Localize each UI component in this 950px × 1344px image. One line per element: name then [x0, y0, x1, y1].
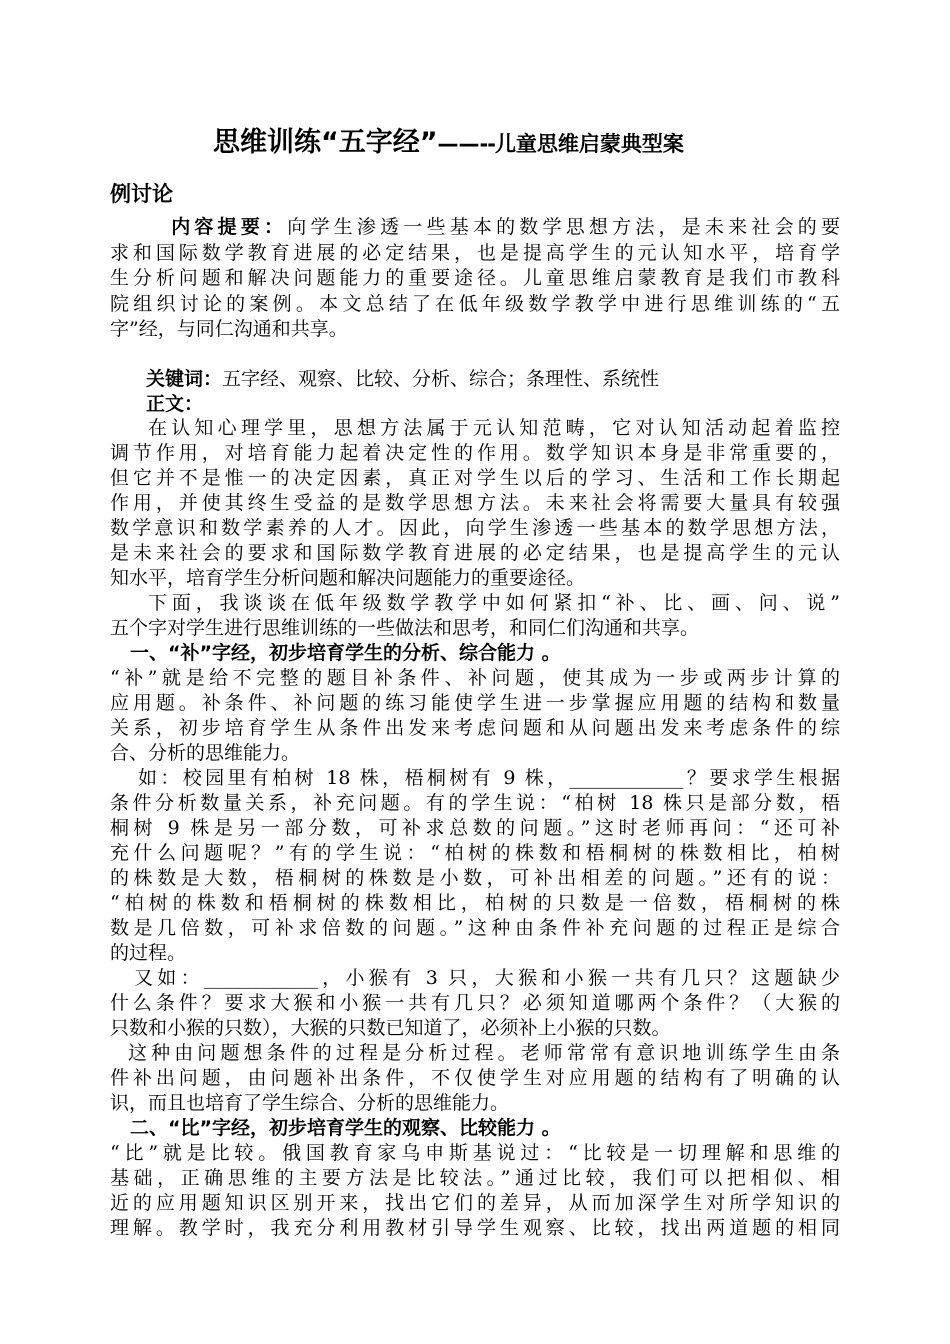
section1-line-3: 关系，初步培育学生从条件出发来考虑问题和从问题出发来考虑条件的综: [110, 717, 840, 739]
section1-line-10: “柏树的株数和梧桐树的株数相比，柏树的只数是一倍数，梧桐树的株: [110, 892, 840, 914]
section1-heading: 一、“补”字经，初步培育学生的分析、综合能力 。: [130, 642, 561, 664]
title-main: 思维训练“五字经”: [213, 127, 438, 158]
intro-line-4: 作用，并使其终生受益的是数学思想方法。未来社会将需要大量具有较强: [110, 492, 840, 514]
section2-line-2: 基础，正确思维的主要方法是比较法。”通过比较，我们可以把相似、相: [110, 1167, 840, 1189]
keywords-label: 关键词：: [146, 368, 223, 390]
document-title: 思维训练“五字经”——--儿童思维启蒙典型案: [213, 127, 684, 158]
keywords-text: 五字经、观察、比较、分析、综合；条理性、系统性: [222, 368, 660, 390]
section1-line-16: 这种由问题想条件的过程是分析过程。老师常常有意识地训练学生由条: [128, 1042, 840, 1064]
section1-line-6: 条件分析数量关系，补充问题。有的学生说：“柏树 18 株只是部分数，梧: [110, 792, 840, 814]
section2-heading: 二、“比”字经，初步培育学生的观察、比较能力 。: [130, 1117, 561, 1139]
intro-line-9: 五个字对学生进行思维训练的一些做法和思考，和同仁们沟通和共享。: [110, 617, 700, 639]
section1-line-7: 桐树 9 株是另一部分数，可补求总数的问题。”这时老师再问：“还可补: [110, 817, 840, 839]
keywords-line: [146, 367, 846, 392]
intro-line-3: 但它并不是惟一的决定因素，真正对学生以后的学习、生活和工作长期起: [110, 467, 840, 489]
title-dash: ——: [437, 132, 480, 156]
abstract-line-4: 院组织讨论的案例。本文总结了在低年级数学教学中进行思维训练的“五: [110, 293, 840, 315]
section2-line-4: 理解。教学时，我充分利用教材引导学生观察、比较，找出两道题的相同: [110, 1217, 840, 1239]
intro-line-8: 下面，我谈谈在低年级数学教学中如何紧扣“补、比、画、问、说”: [148, 592, 840, 614]
abstract-line-3: 生分析问题和解决问题能力的重要途径。儿童思维启蒙教育是我们市教科: [110, 267, 840, 289]
section2-line-1: “比”就是比较。俄国教育家乌申斯基说过：“比较是一切理解和思维的: [110, 1142, 840, 1164]
intro-line-5: 数学意识和数学素养的人才。因此，向学生渗透一些基本的数学思想方法，: [110, 517, 840, 539]
section1-line-12: 的过程。: [110, 942, 187, 964]
intro-line-7: 知水平，培育学生分析问题和解决问题能力的重要途径。: [110, 567, 586, 589]
section1-line-15: 只数和小猴的只数），大猴的只数已知道了，必须补上小猴的只数。: [110, 1017, 671, 1039]
section1-line-1: “补”就是给不完整的题目补条件、补问题，使其成为一步或两步计算的: [110, 667, 840, 689]
section2-line-3: 近的应用题知识区别开来，找出它们的差异，从而加深学生对所学知识的: [110, 1192, 840, 1214]
section1-line-14: 什么条件？要求大猴和小猴一共有几只？必须知道哪两个条件？（大猴的: [110, 992, 840, 1014]
title-sub: 儿童思维启蒙典型案: [494, 132, 684, 156]
section1-line-9: 的株数是大数，梧桐树的株数是小数，可补出相差的问题。”还有的说：: [110, 867, 840, 889]
intro-line-2: 调节作用，对培育能力起着决定性的作用。数学知识本身是非常重要的，: [110, 442, 840, 464]
section1-line-17: 件补出问题，由问题补出条件，不仅使学生对应用题的结构有了明确的认: [110, 1067, 840, 1089]
abstract-line-1: [110, 215, 840, 240]
section1-line-5: 如：校园里有柏树 18 株，梧桐树有 9 株，____________？要求学生根据: [138, 767, 840, 789]
body-label: 正文：: [146, 393, 204, 415]
section1-line-8: 充什么问题呢？”有的学生说：“柏树的株数和梧桐树的株数相比，柏树: [110, 842, 840, 864]
section1-line-18: 识，而且也培育了学生综合、分析的思维能力。: [110, 1092, 510, 1114]
abstract-text: 向学生渗透一些基本的数学思想方法，是未来社会的要: [287, 216, 840, 238]
abstract-line-5: 字”经，与同仁沟通和共享。: [110, 318, 348, 340]
section1-line-2: 应用题。补条件、补问题的练习能使学生进一步掌握应用题的结构和数量: [110, 692, 840, 714]
intro-line-1: 在认知心理学里，思想方法属于元认知范畴，它对认知活动起着监控: [148, 417, 840, 439]
section1-line-13: 又如：____________，小猴有 3 只，大猴和小猴一共有几只？这题缺少: [134, 967, 840, 989]
intro-line-6: 是未来社会的要求和国际数学教育进展的必定结果，也是提高学生的元认: [110, 542, 840, 564]
title-continuation: 例讨论: [110, 182, 173, 206]
abstract-label: 内容提要：: [167, 216, 288, 238]
section1-line-11: 数是几倍数，可补求倍数的问题。”这种由条件补充问题的过程正是综合: [110, 917, 840, 939]
section1-line-4: 合、分析的思维能力。: [110, 742, 301, 764]
abstract-line-2: 求和国际数学教育进展的必定结果，也是提高学生的元认知水平，培育学: [110, 242, 840, 264]
